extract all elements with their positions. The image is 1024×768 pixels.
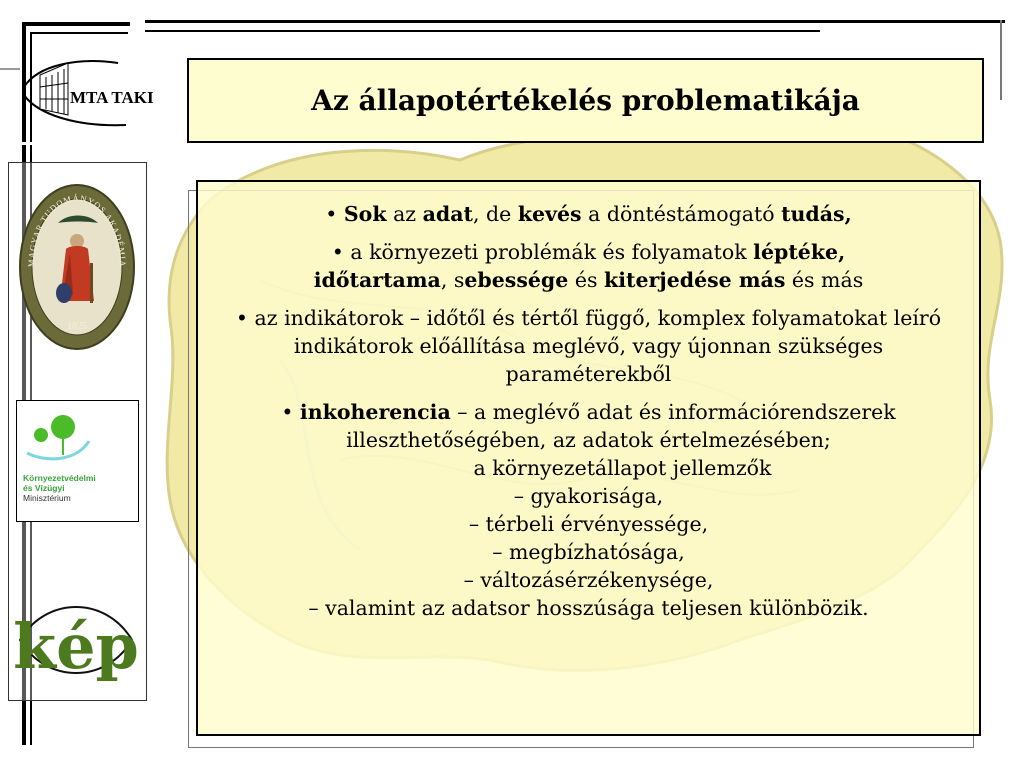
frame-line-mid bbox=[0, 68, 20, 70]
bullet-1-text-2: , de bbox=[473, 202, 518, 226]
content-box bbox=[196, 180, 981, 736]
slide-title: Az állapotértékelés problematikája bbox=[311, 84, 860, 117]
bullet-2-word-lepteke: léptéke, bbox=[753, 240, 846, 264]
bullet-4-sub-5: – változásérzékenysége, bbox=[463, 568, 714, 592]
ministry-name-line1: Környezetvédelmi bbox=[23, 473, 96, 483]
mta-taki-logo bbox=[18, 55, 154, 130]
bullet-1-text-1: az bbox=[386, 202, 423, 226]
bullet-4-sub-6: – valamint az adatsor hosszúsága teljesen különbözik. bbox=[308, 596, 869, 620]
frame-line-top-2 bbox=[30, 32, 128, 34]
bullet-2-word-kiterjedese: kiterjedése más bbox=[603, 268, 786, 292]
bullet-4-sub-4: – megbízhatósága, bbox=[492, 540, 685, 564]
mta-taki-text: MTA TAKI bbox=[70, 88, 154, 107]
slide-title-box bbox=[187, 58, 984, 143]
frame-line-top-3 bbox=[145, 20, 1005, 23]
bullet-2-word-idotartama: időtartama bbox=[313, 268, 441, 292]
bullet-4-sub-3: – térbeli érvényessége, bbox=[468, 512, 709, 536]
bullet-2-word-ebessege: ebessége bbox=[464, 268, 569, 292]
bullet-2-text-3: és bbox=[568, 268, 604, 292]
frame-line-right bbox=[1000, 20, 1002, 100]
ministry-logo bbox=[16, 400, 139, 522]
kep-logo-text: kép bbox=[13, 610, 139, 683]
bullet-4-text-1: – a meglévő adat és információrendszerek illeszthetőségében, az adatok értelmezésében; bbox=[346, 400, 896, 452]
bullet-3: • az indikátorok – időtől és tértől függő, komplex folyamatokat leíró indikátorok előállítása meglévő, vagy újonnan szükséges paraméterekből bbox=[235, 306, 942, 386]
bullet-2 bbox=[210, 238, 967, 294]
bullet-4-sub-2: – gyakorisága, bbox=[513, 484, 664, 508]
seal-year-text: 1825 bbox=[67, 321, 87, 332]
bullet-1-word-adat: adat bbox=[422, 202, 473, 226]
ministry-name-line2: és Vízügyi bbox=[23, 483, 65, 493]
bullet-2-text-4: és más bbox=[785, 268, 864, 292]
bullet-1 bbox=[210, 200, 967, 228]
bullet-1-word-keves: kevés bbox=[517, 202, 582, 226]
bullet-1-text-3: a döntéstámogató bbox=[581, 202, 782, 226]
bullet-4-word-inkoherencia: inkoherencia bbox=[299, 400, 451, 424]
bullet-4-sub-1: a környezetállapot jellemzők bbox=[473, 456, 772, 480]
seal-arc-text: MAGYAR TUDOMÁNYOS AKADÉMIA bbox=[25, 192, 129, 268]
bullet-1-marker: • bbox=[325, 202, 344, 226]
bullet-1-word-tudas: tudás, bbox=[781, 202, 852, 226]
kep-logo bbox=[13, 588, 139, 693]
frame-line-top-1 bbox=[22, 22, 130, 26]
ministry-tree-icon bbox=[17, 401, 138, 471]
bullet-4 bbox=[210, 398, 967, 454]
bullet-1-word-sok: Sok bbox=[343, 202, 387, 226]
ministry-name-line3: Minisztérium bbox=[23, 493, 71, 503]
bullet-4-marker: • bbox=[281, 400, 300, 424]
academy-seal-logo bbox=[18, 183, 136, 351]
bullet-2-text-1: • a környezeti problémák és folyamatok bbox=[331, 240, 754, 264]
frame-line-top-4 bbox=[145, 30, 820, 32]
bullet-2-text-2: , s bbox=[440, 268, 465, 292]
